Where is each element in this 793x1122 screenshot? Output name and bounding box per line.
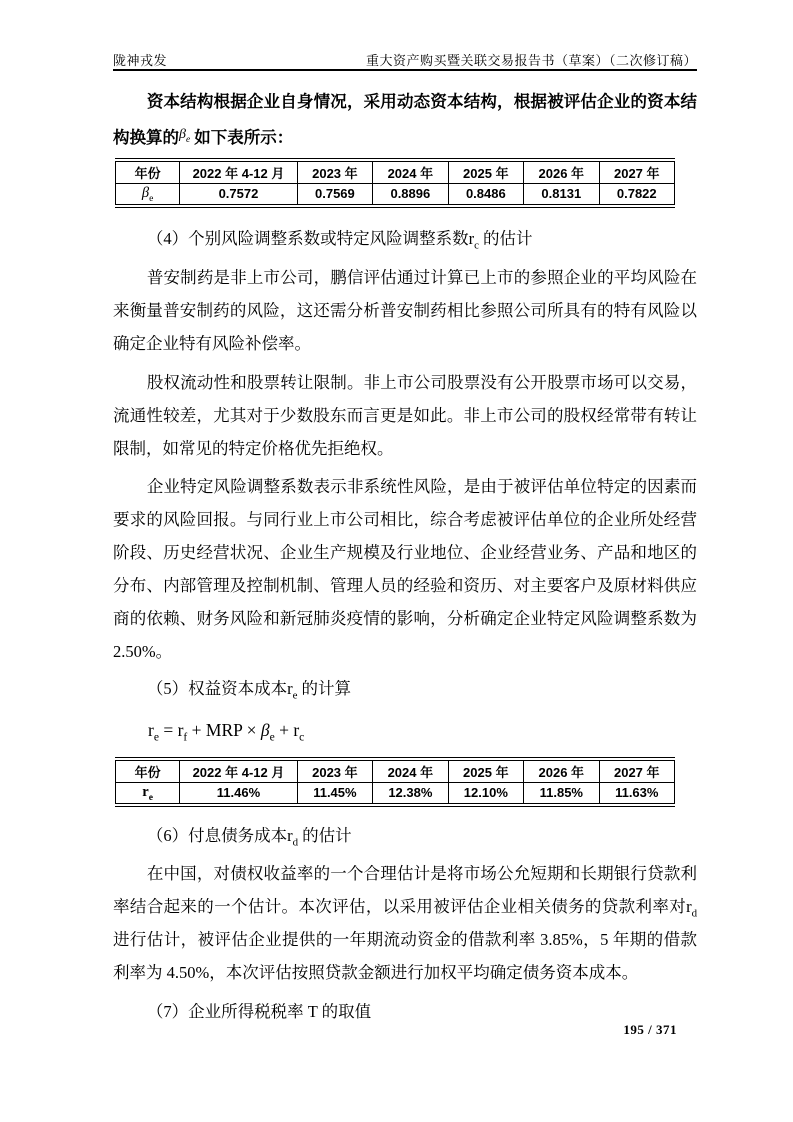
column-header: 年份: [116, 160, 180, 183]
re-table-header-row: [116, 759, 675, 782]
paragraph-debt-cost: 在中国，对债权收益率的一个合理估计是将市场公允短期和长期银行贷款利率结合起来的一个估计。本次评估，以采用被评估企业相关债务的贷款利率对$r_d$进行估计，被评估企业提供的一年期流动资金的借款利率 3.85%，5 年期的借款利率为 4.50%，本次评估按照贷款金额进行加权平均确定债务资本成本。: [113, 864, 697, 982]
column-header: 年份: [116, 759, 180, 782]
table-cell: 11.45%: [297, 782, 372, 805]
header-rule: [113, 69, 697, 71]
table-cell: 0.8486: [448, 183, 523, 206]
column-header: 2026 年: [524, 160, 599, 183]
beta-table-value-row: [116, 183, 675, 206]
intro-text-after: 如下表所示：: [190, 128, 294, 147]
document-header: [113, 50, 697, 69]
row-label-beta-e: $\beta_e$: [116, 183, 180, 206]
column-header: 2022 年 4-12 月: [180, 160, 297, 183]
table-cell: 0.7569: [297, 183, 372, 206]
column-header: 2024 年: [373, 759, 448, 782]
table-cell: 12.38%: [373, 782, 448, 805]
beta-symbol: β: [260, 720, 270, 740]
cost-of-equity-formula: $r_e = r_f$ + MRP × $\beta_e + r_c$: [148, 720, 305, 744]
column-header: 2026 年: [524, 759, 599, 782]
column-header: 2023 年: [297, 160, 372, 183]
beta-e-symbol: βe: [179, 127, 191, 144]
table-cell: 11.46%: [180, 782, 297, 805]
cost-of-equity-table: [115, 757, 675, 807]
intro-text-before: 资本结构根据企业自身情况，采用动态资本结构，根据被评估企业的资本结构换算的: [113, 92, 697, 147]
table-cell: 12.10%: [448, 782, 523, 805]
table-cell: 11.63%: [599, 782, 674, 805]
paragraph-specific-risk-intro: 普安制药是非上市公司，鹏信评估通过计算已上市的参照企业的平均风险在来衡量普安制药的风险，这还需分析普安制药相比参照公司所具有的特有风险以确定企业特有风险补偿率。: [113, 268, 697, 353]
paragraph-specific-risk-factors: 企业特定风险调整系数表示非系统性风险，是由于被评估单位特定的因素而要求的风险回报。与同行业上市公司相比，综合考虑被评估单位的企业所处经营阶段、历史经营状况、企业生产规模及行业地位、企业经营业务、产品和地区的分布、内部管理及控制机制、管理人员的经验和资历、对主要客户及原材料供应商的依赖、财务风险和新冠肺炎疫情的影响，分析确定企业特定风险调整系数为 2.50%。: [113, 477, 697, 661]
table-cell: 0.8896: [373, 183, 448, 206]
table-cell: 11.85%: [524, 782, 599, 805]
column-header: 2023 年: [297, 759, 372, 782]
column-header: 2027 年: [599, 759, 674, 782]
column-header: 2022 年 4-12 月: [180, 759, 297, 782]
beta-table-header-row: [116, 160, 675, 183]
column-header: 2024 年: [373, 160, 448, 183]
paragraph-liquidity-restriction: 股权流动性和股票转让限制。非上市公司股票没有公开股票市场可以交易，流通性较差，尤其对于少数股东而言更是如此。非上市公司的股权经常带有转让限制，如常见的特定价格优先拒绝权。: [113, 373, 697, 458]
section-7-heading: （7）企业所得税税率 T 的取值: [146, 1002, 372, 1021]
re-table-value-row: [116, 782, 675, 805]
section-5-heading: （5）权益资本成本$r_e$ 的计算: [146, 679, 352, 702]
column-header: 2027 年: [599, 160, 674, 183]
header-company-name: 陇神戎发: [113, 53, 168, 68]
section-6-heading: （6）付息债务成本$r_d$ 的估计: [146, 826, 352, 849]
section-4-heading: （4）个别风险调整系数或特定风险调整系数$r_c$ 的估计: [146, 229, 533, 252]
table-cell: 0.7572: [180, 183, 297, 206]
column-header: 2025 年: [448, 759, 523, 782]
page-number: 195 / 371: [623, 1022, 677, 1037]
intro-paragraph: [113, 85, 697, 154]
table-cell: 0.7822: [599, 183, 674, 206]
column-header: 2025 年: [448, 160, 523, 183]
row-label-r-e: $r_e$: [116, 782, 180, 805]
table-cell: 0.8131: [524, 183, 599, 206]
beta-table: [115, 158, 675, 208]
header-report-title: 重大资产购买暨关联交易报告书（草案）（二次修订稿）: [365, 53, 697, 68]
